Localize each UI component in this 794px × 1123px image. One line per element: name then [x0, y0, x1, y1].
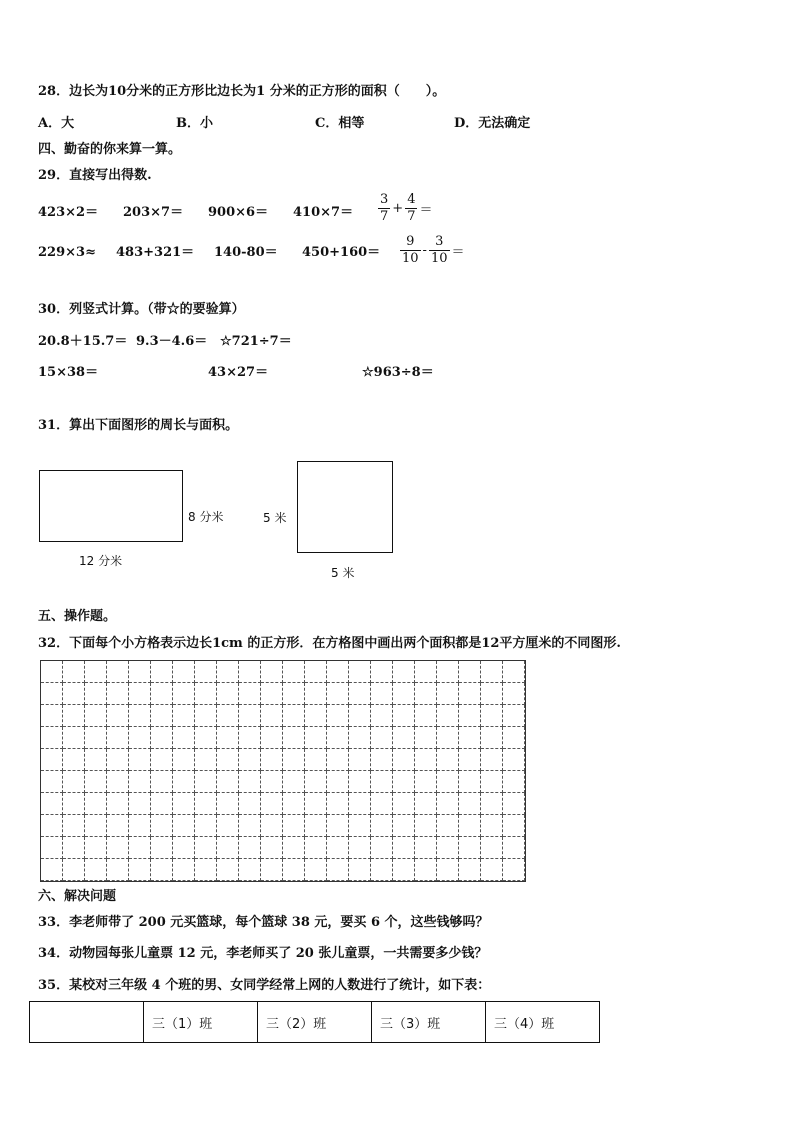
- grid-cell: [63, 705, 85, 727]
- grid-cell: [459, 749, 481, 771]
- grid-cell: [107, 683, 129, 705]
- grid-cell: [349, 661, 371, 683]
- grid-cell: [129, 859, 151, 881]
- grid-cell: [63, 683, 85, 705]
- q30-item: 43×27＝: [208, 365, 269, 380]
- grid-cell: [481, 815, 503, 837]
- grid-cell: [41, 727, 63, 749]
- grid-cell: [437, 727, 459, 749]
- grid-cell: [239, 749, 261, 771]
- grid-cell: [239, 859, 261, 881]
- grid-cell: [173, 793, 195, 815]
- grid-cell: [151, 859, 173, 881]
- grid-cell: [481, 837, 503, 859]
- grid-cell: [437, 859, 459, 881]
- grid-cell: [327, 749, 349, 771]
- equals: ＝: [451, 245, 465, 260]
- grid-cell: [437, 661, 459, 683]
- grid-cell: [173, 859, 195, 881]
- grid-cell: [63, 837, 85, 859]
- q29-item: 423×2＝: [38, 205, 99, 220]
- grid-cell: [393, 815, 415, 837]
- grid-cell: [481, 749, 503, 771]
- grid-cell: [393, 771, 415, 793]
- grid-cell: [239, 705, 261, 727]
- grid-cell: [173, 815, 195, 837]
- grid-cell: [437, 749, 459, 771]
- grid-cell: [41, 749, 63, 771]
- grid-cell: [63, 815, 85, 837]
- fraction: [378, 192, 390, 225]
- q30-item: ☆963÷8＝: [362, 365, 434, 380]
- grid-cell: [129, 815, 151, 837]
- grid-cell: [63, 793, 85, 815]
- q30-item: 15×38＝: [38, 365, 99, 380]
- grid-cell: [503, 661, 525, 683]
- grid-cell: [217, 727, 239, 749]
- q28-question: 28．边长为10分米的正方形比边长为1 分米的正方形的面积（ ）。: [38, 84, 446, 99]
- grid-cell: [195, 793, 217, 815]
- grid-cell: [437, 705, 459, 727]
- grid-cell: [305, 793, 327, 815]
- denominator: 7: [407, 209, 416, 224]
- grid-cell: [415, 683, 437, 705]
- grid-cell: [305, 815, 327, 837]
- grid-cell: [349, 815, 371, 837]
- grid-cell: [371, 859, 393, 881]
- denominator: 7: [380, 209, 389, 224]
- grid-cell: [173, 837, 195, 859]
- grid-cell: [283, 815, 305, 837]
- q34-question: 34．动物园每张儿童票 12 元，李老师买了 20 张儿童票，一共需要多少钱？: [38, 946, 488, 961]
- grid-cell: [393, 661, 415, 683]
- grid-cell: [195, 705, 217, 727]
- grid-cell: [261, 749, 283, 771]
- section-5-title: 五、操作题。: [38, 609, 117, 624]
- grid-cell: [151, 727, 173, 749]
- grid-cell: [63, 749, 85, 771]
- grid-cell: [85, 815, 107, 837]
- grid-cell: [85, 661, 107, 683]
- grid-cell: [305, 661, 327, 683]
- grid-cell: [261, 705, 283, 727]
- grid-cell: [41, 793, 63, 815]
- grid-cell: [481, 793, 503, 815]
- grid-cell: [481, 705, 503, 727]
- table-header-cell: 三（3）班: [372, 1002, 486, 1043]
- grid-cell: [437, 793, 459, 815]
- q30-title: 30．列竖式计算。（带☆的要验算）: [38, 302, 245, 317]
- grid-cell: [217, 859, 239, 881]
- grid-cell: [503, 727, 525, 749]
- grid-cell: [261, 661, 283, 683]
- grid-cell: [129, 727, 151, 749]
- grid-cell: [173, 727, 195, 749]
- grid-cell: [349, 705, 371, 727]
- grid-cell: [459, 683, 481, 705]
- q30-item: 9.3－4.6＝: [136, 334, 208, 349]
- grid-cell: [239, 683, 261, 705]
- grid-cell: [283, 837, 305, 859]
- grid-cell: [503, 793, 525, 815]
- grid-cell: [349, 859, 371, 881]
- grid-cell: [41, 815, 63, 837]
- q29-item: 229×3≈: [38, 245, 96, 260]
- grid-cell: [327, 705, 349, 727]
- grid-cell: [239, 837, 261, 859]
- grid-cell: [415, 661, 437, 683]
- grid-cell: [283, 683, 305, 705]
- q28-option-d: D．无法确定: [454, 116, 531, 131]
- grid-cell: [217, 683, 239, 705]
- grid-cell: [261, 837, 283, 859]
- grid-cell: [217, 661, 239, 683]
- grid-cell: [459, 859, 481, 881]
- grid-cell: [415, 749, 437, 771]
- grid-cell: [41, 859, 63, 881]
- rectangle-bottom-label: 12 分米: [79, 554, 123, 568]
- grid-cell: [393, 683, 415, 705]
- grid-cell: [349, 837, 371, 859]
- grid-cell: [459, 837, 481, 859]
- grid-cell: [349, 793, 371, 815]
- grid-cell: [195, 837, 217, 859]
- denominator: 10: [402, 251, 419, 266]
- grid-cell: [217, 705, 239, 727]
- grid-cell: [283, 705, 305, 727]
- denominator: 10: [430, 251, 448, 266]
- grid-cell: [63, 727, 85, 749]
- grid-cell: [151, 661, 173, 683]
- grid-cell: [503, 859, 525, 881]
- grid-cell: [41, 661, 63, 683]
- grid-cell: [459, 705, 481, 727]
- grid-cell: [217, 749, 239, 771]
- section-6-title: 六、解决问题: [38, 889, 117, 904]
- q29-item: 410×7＝: [293, 205, 354, 220]
- grid-cell: [371, 727, 393, 749]
- grid-cell: [63, 661, 85, 683]
- grid-cell: [481, 859, 503, 881]
- grid-cell: [371, 771, 393, 793]
- grid-cell: [283, 749, 305, 771]
- grid-cell: [217, 771, 239, 793]
- grid-cell: [327, 793, 349, 815]
- grid-cell: [261, 859, 283, 881]
- grid-cell: [305, 837, 327, 859]
- q30-item: 20.8＋15.7＝: [38, 334, 128, 349]
- fraction: [429, 234, 450, 267]
- grid-cell: [151, 683, 173, 705]
- grid-cell: [371, 705, 393, 727]
- grid-cell: [107, 837, 129, 859]
- numerator: 9: [406, 234, 415, 249]
- grid-cell: [393, 705, 415, 727]
- table-row: [30, 1002, 600, 1043]
- numerator: 3: [380, 192, 389, 207]
- grid-cell: [415, 705, 437, 727]
- grid-cell: [459, 727, 481, 749]
- equals: ＝: [419, 203, 433, 218]
- grid-cell: [349, 749, 371, 771]
- grid-cell: [261, 793, 283, 815]
- grid-cell: [371, 749, 393, 771]
- grid-cell: [173, 705, 195, 727]
- grid-cell: [415, 793, 437, 815]
- grid-cell: [85, 771, 107, 793]
- grid-cell: [481, 727, 503, 749]
- grid-cell: [63, 771, 85, 793]
- grid-cell: [195, 771, 217, 793]
- grid-cell: [437, 815, 459, 837]
- numerator: 3: [435, 234, 444, 249]
- q29-fraction-diff: [400, 234, 467, 267]
- grid-cell: [239, 727, 261, 749]
- grid-cell: [305, 683, 327, 705]
- grid-cell: [107, 661, 129, 683]
- grid-cell: [503, 815, 525, 837]
- q29-fraction-sum: [378, 192, 434, 225]
- grid-cell: [85, 749, 107, 771]
- grid-cell: [85, 727, 107, 749]
- grid-cell: [239, 793, 261, 815]
- grid-cell: [327, 771, 349, 793]
- grid-cell: [129, 683, 151, 705]
- grid-cell: [459, 815, 481, 837]
- numerator: 4: [407, 192, 416, 207]
- grid-cell: [305, 771, 327, 793]
- fraction: [405, 192, 417, 225]
- grid-cell: [195, 749, 217, 771]
- grid-cell: [327, 815, 349, 837]
- grid-cell: [239, 661, 261, 683]
- grid-cell: [283, 771, 305, 793]
- grid-cell: [349, 771, 371, 793]
- grid-cell: [85, 859, 107, 881]
- table-header-cell: 三（4）班: [486, 1002, 600, 1043]
- grid-cell: [283, 727, 305, 749]
- grid-cell: [327, 859, 349, 881]
- grid-cell: [107, 771, 129, 793]
- grid-cell: [305, 859, 327, 881]
- q29-item: 450+160＝: [302, 245, 381, 260]
- grid-cell: [393, 837, 415, 859]
- grid-cell: [41, 837, 63, 859]
- grid-cell: [129, 661, 151, 683]
- grid-cell: [261, 815, 283, 837]
- q29-item: 900×6＝: [208, 205, 269, 220]
- grid-cell: [151, 771, 173, 793]
- grid-cell: [195, 815, 217, 837]
- q29-title: 29．直接写出得数.: [38, 168, 152, 183]
- grid-cell: [261, 771, 283, 793]
- grid-cell: [503, 749, 525, 771]
- grid-cell: [41, 683, 63, 705]
- grid-cell: [129, 771, 151, 793]
- grid-cell: [195, 727, 217, 749]
- grid-cell: [371, 661, 393, 683]
- grid-cell: [327, 683, 349, 705]
- table-header-cell: [30, 1002, 144, 1043]
- table-header-cell: 三（2）班: [258, 1002, 372, 1043]
- grid-cell: [261, 727, 283, 749]
- grid-cell: [173, 661, 195, 683]
- grid-cell: [129, 705, 151, 727]
- grid-cell: [85, 837, 107, 859]
- q31-title: 31．算出下面图形的周长与面积。: [38, 418, 239, 433]
- q28-option-b: B．小: [176, 116, 213, 131]
- grid-cell: [283, 859, 305, 881]
- grid-cell: [371, 815, 393, 837]
- q35-table: [29, 1001, 600, 1043]
- grid-cell: [217, 837, 239, 859]
- section-4-title: 四、勤奋的你来算一算。: [38, 142, 182, 157]
- grid-cell: [107, 705, 129, 727]
- grid-cell: [151, 837, 173, 859]
- grid-cell: [107, 859, 129, 881]
- grid-cell: [481, 661, 503, 683]
- grid-cell: [217, 815, 239, 837]
- grid-cell: [151, 705, 173, 727]
- grid-cell: [107, 815, 129, 837]
- q30-item: ☆721÷7＝: [220, 334, 292, 349]
- grid-cell: [239, 771, 261, 793]
- grid-cell: [459, 771, 481, 793]
- q29-item: 140-80＝: [214, 245, 278, 260]
- grid-cell: [283, 793, 305, 815]
- square-bottom-label: 5 米: [331, 566, 355, 580]
- grid-cell: [437, 683, 459, 705]
- grid-cell: [503, 771, 525, 793]
- grid-cell: [261, 683, 283, 705]
- grid-cell: [459, 793, 481, 815]
- grid-cell: [503, 683, 525, 705]
- grid-cell: [371, 837, 393, 859]
- q28-option-a: A．大: [38, 116, 75, 131]
- q29-item: 203×7＝: [123, 205, 184, 220]
- grid-cell: [63, 859, 85, 881]
- grid-cell: [393, 727, 415, 749]
- grid-cell: [305, 727, 327, 749]
- grid-cell: [305, 705, 327, 727]
- grid-cell: [107, 793, 129, 815]
- grid-cell: [85, 793, 107, 815]
- q28-option-c: C．相等: [315, 116, 365, 131]
- table-header-cell: 三（1）班: [144, 1002, 258, 1043]
- grid-cell: [481, 683, 503, 705]
- grid-cell: [437, 837, 459, 859]
- grid-cell: [305, 749, 327, 771]
- grid-cell: [371, 793, 393, 815]
- square-figure: [297, 461, 393, 553]
- grid-cell: [41, 705, 63, 727]
- fraction: [400, 234, 421, 267]
- grid-cell: [393, 793, 415, 815]
- grid-cell: [481, 771, 503, 793]
- grid-cell: [129, 837, 151, 859]
- q33-question: 33．李老师带了 200 元买篮球，每个篮球 38 元，要买 6 个，这些钱够吗？: [38, 915, 489, 930]
- grid-cell: [393, 749, 415, 771]
- grid-cell: [415, 771, 437, 793]
- grid-cell: [173, 749, 195, 771]
- grid-cell: [415, 859, 437, 881]
- rectangle-side-label: 8 分米: [188, 510, 224, 524]
- grid-cell: [459, 661, 481, 683]
- grid-cell: [173, 683, 195, 705]
- grid-cell: [349, 683, 371, 705]
- grid-cell: [85, 683, 107, 705]
- grid-cell: [195, 859, 217, 881]
- square-side-label: 5 米: [263, 511, 287, 525]
- grid-cell: [415, 815, 437, 837]
- grid-cell: [503, 705, 525, 727]
- grid-cell: [85, 705, 107, 727]
- grid-cell: [327, 837, 349, 859]
- q35-question: 35．某校对三年级 4 个班的男、女同学经常上网的人数进行了统计，如下表：: [38, 978, 491, 993]
- grid-cell: [151, 749, 173, 771]
- grid-cell: [107, 727, 129, 749]
- grid-cell: [503, 837, 525, 859]
- grid-cell: [283, 661, 305, 683]
- grid-cell: [151, 815, 173, 837]
- grid-cell: [129, 749, 151, 771]
- grid-cell: [129, 793, 151, 815]
- operator: +: [392, 201, 404, 216]
- grid-cell: [151, 793, 173, 815]
- grid-cell: [327, 727, 349, 749]
- grid-cell: [327, 661, 349, 683]
- rectangle-figure: [39, 470, 183, 542]
- grid-cell: [371, 683, 393, 705]
- grid-cell: [41, 771, 63, 793]
- grid-cell: [415, 837, 437, 859]
- square-grid: [40, 660, 526, 882]
- q29-item: 483+321＝: [116, 245, 195, 260]
- grid-cell: [195, 661, 217, 683]
- operator: -: [422, 243, 427, 258]
- grid-cell: [239, 815, 261, 837]
- grid-cell: [393, 859, 415, 881]
- grid-cell: [107, 749, 129, 771]
- grid-cell: [437, 771, 459, 793]
- grid-cell: [349, 727, 371, 749]
- grid-cell: [217, 793, 239, 815]
- grid-cell: [195, 683, 217, 705]
- q32-question: 32．下面每个小方格表示边长1cm 的正方形．在方格图中画出两个面积都是12平方厘米的不同图形.: [38, 636, 621, 651]
- grid-cell: [415, 727, 437, 749]
- grid-cell: [173, 771, 195, 793]
